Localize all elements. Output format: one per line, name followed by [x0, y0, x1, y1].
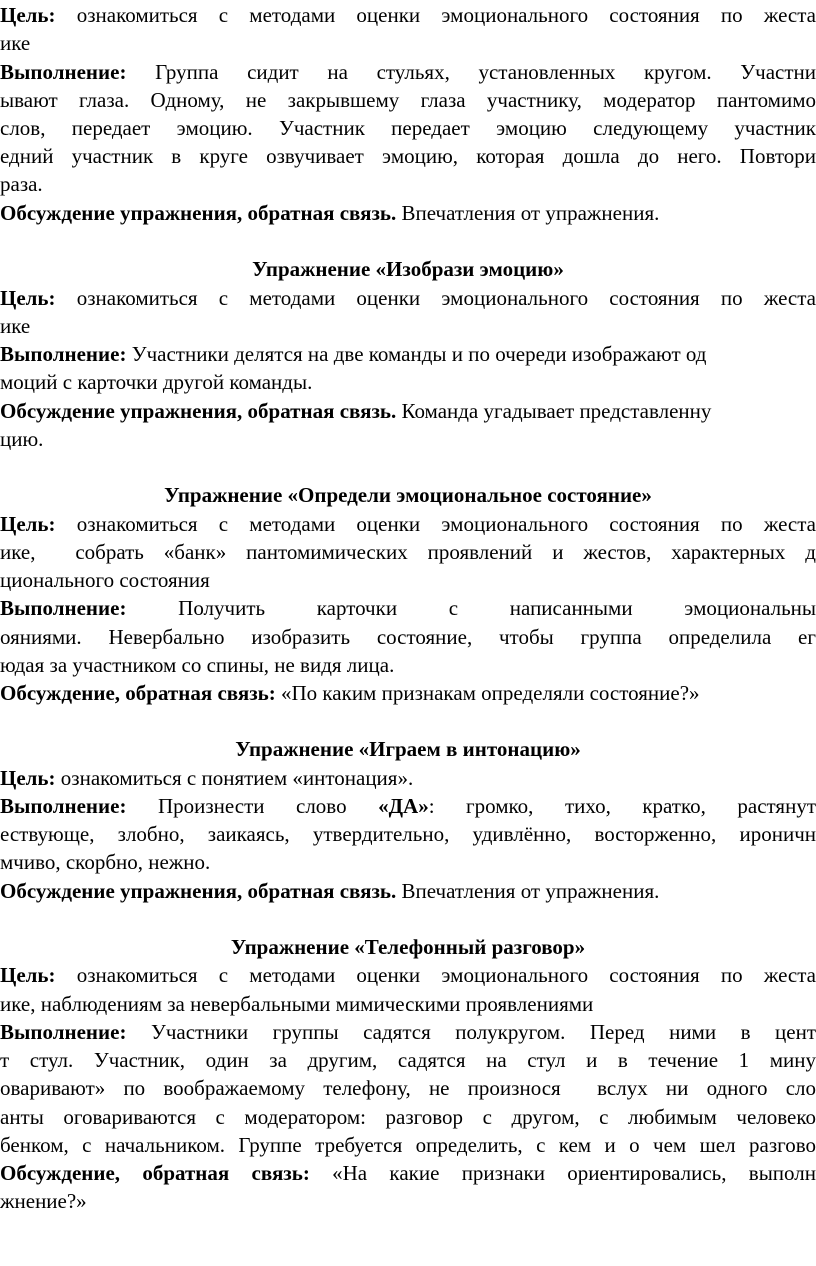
text-line: ывают глаза. Одному, не закрывшему глаза участнику, модератор пантомимо [0, 88, 816, 112]
text-line: ояниями. Невербально изобразить состояние, чтобы группа определила ег [0, 625, 816, 649]
text-line: Получить карточки с написанными эмоциональны [126, 596, 816, 620]
label-goal: Цель: [0, 512, 56, 536]
text-line: Участники группы садятся полукругом. Перед ними в цент [126, 1020, 816, 1044]
text-line: мчиво, скорбно, нежно. [0, 850, 211, 874]
label-discussion: Обсуждение упражнения, обратная связь. [0, 201, 397, 225]
text-line: бенком, с начальником. Группе требуется определить, с кем и о чем шел разгово [0, 1133, 816, 1157]
label-discussion: Обсуждение упражнения, обратная связь. [0, 399, 397, 423]
text-line: едний участник в круге озвучивает эмоцию, которая дошла до него. Повтори [0, 144, 816, 168]
paragraph-procedure [0, 593, 816, 623]
label-goal: Цель: [0, 963, 56, 987]
paragraph-goal [0, 283, 816, 313]
text-line: «На какие признаки ориентировались, выполн [309, 1161, 816, 1185]
label-procedure: Выполнение: [0, 794, 127, 818]
paragraph-procedure [0, 791, 816, 821]
text-line: слов, передает эмоцию. Участник передает эмоцию следующему участник [0, 116, 816, 140]
exercise-heading: Упражнение «Определи эмоциональное состояние» [164, 483, 652, 507]
text-line: ционального состояния [0, 568, 210, 592]
exercise-heading: Упражнение «Изобрази эмоцию» [252, 257, 564, 281]
text-line: Впечатления от упражнения. [396, 879, 660, 903]
word-da: «ДА» [378, 794, 429, 818]
label-procedure: Выполнение: [0, 342, 127, 366]
text-line: анты оговариваются с модератором: разговор с другом, с любимым человеко [0, 1105, 816, 1129]
label-goal: Цель: [0, 3, 56, 27]
text-line: Команда угадывает представленну [396, 399, 712, 423]
text-line: Произнести слово [126, 794, 379, 818]
label-discussion: Обсуждение, обратная связь: [0, 1161, 310, 1185]
paragraph-goal [0, 0, 816, 30]
paragraph-discussion [0, 396, 816, 426]
paragraph-goal [0, 509, 816, 539]
text-line: оваривают» по воображаемому телефону, не произнося вслух ни одного сло [0, 1076, 816, 1100]
paragraph-discussion [0, 1158, 816, 1188]
exercise-heading: Упражнение «Телефонный разговор» [230, 935, 586, 959]
label-procedure: Выполнение: [0, 596, 127, 620]
label-goal: Цель: [0, 766, 56, 790]
paragraph-procedure [0, 339, 816, 369]
text-line: : громко, тихо, кратко, растянут [428, 794, 816, 818]
text-line: т стул. Участник, один за другим, садятся на стул и в течение 1 мину [0, 1048, 816, 1072]
paragraph-procedure [0, 57, 816, 87]
exercise-heading: Упражнение «Играем в интонацию» [235, 737, 581, 761]
text-line: моций с карточки другой команды. [0, 370, 313, 394]
paragraph-discussion [0, 876, 816, 906]
text-line: ознакомиться с понятием «интонация». [55, 766, 414, 790]
text-line: цию. [0, 427, 44, 451]
label-procedure: Выполнение: [0, 1020, 127, 1044]
text-line: «По каким признакам определяли состояние?» [275, 681, 700, 705]
text-line: ознакомиться с методами оценки эмоционального состояния по жеста [55, 286, 816, 310]
text-line: раза. [0, 172, 43, 196]
text-line: Впечатления от упражнения. [396, 201, 660, 225]
text-line: ознакомиться с методами оценки эмоционального состояния по жеста [55, 963, 816, 987]
text-line: ике, наблюдениям за невербальными мимическими проявлениями [0, 992, 594, 1016]
text-line: Участники делятся на две команды и по очереди изображают од [126, 342, 707, 366]
text-line: ествующе, злобно, заикаясь, утвердительно, удивлённо, восторженно, ироничн [0, 822, 816, 846]
paragraph-goal [0, 960, 816, 990]
text-line: ознакомиться с методами оценки эмоционального состояния по жеста [55, 3, 816, 27]
paragraph-goal [0, 763, 816, 793]
label-discussion: Обсуждение, обратная связь: [0, 681, 276, 705]
paragraph-discussion [0, 198, 816, 228]
text-line: Группа сидит на стульях, установленных кругом. Участни [126, 60, 816, 84]
text-line: юдая за участником со спины, не видя лица. [0, 653, 395, 677]
label-procedure: Выполнение: [0, 60, 127, 84]
label-goal: Цель: [0, 286, 56, 310]
text-line: ике [0, 314, 31, 338]
text-line: жнение?» [0, 1189, 87, 1213]
paragraph-procedure [0, 1017, 816, 1047]
text-line: ике [0, 31, 31, 55]
text-line: ике, собрать «банк» пантомимических проявлений и жестов, характерных д [0, 540, 816, 564]
paragraph-discussion [0, 678, 816, 708]
text-line: ознакомиться с методами оценки эмоционального состояния по жеста [55, 512, 816, 536]
label-discussion: Обсуждение упражнения, обратная связь. [0, 879, 397, 903]
